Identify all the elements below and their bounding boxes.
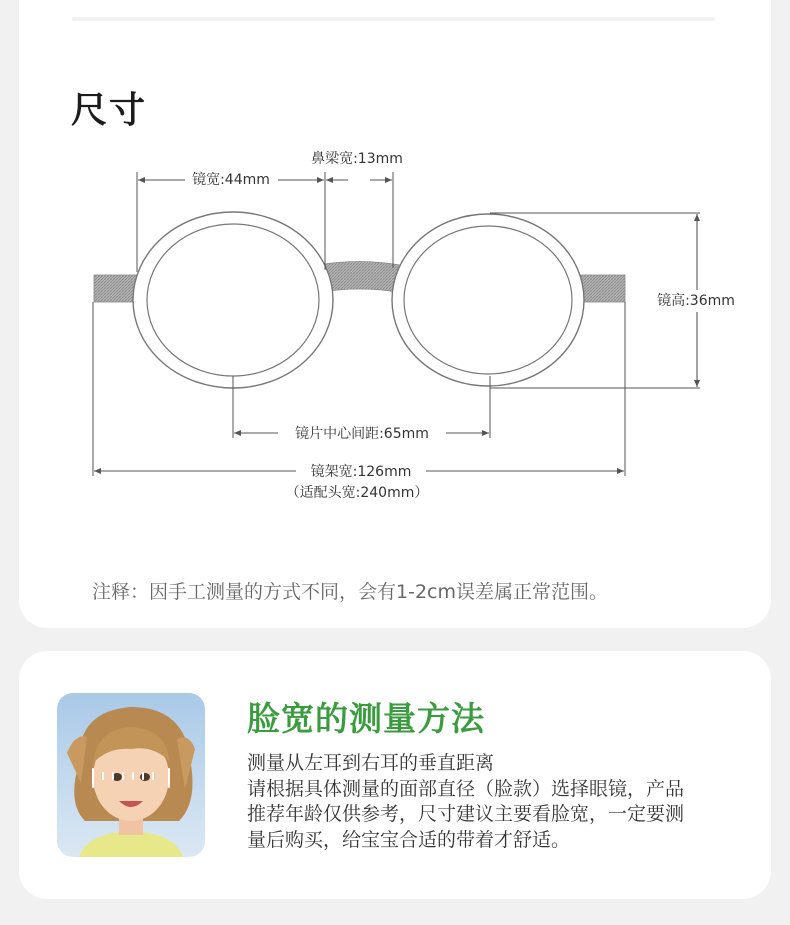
size-section-title: 尺寸 xyxy=(71,90,148,131)
head-fit-label: （适配头宽:240mm） xyxy=(285,485,429,501)
face-measure-card xyxy=(19,651,771,899)
description-line: 推荐年龄仅供参考，尺寸建议主要看脸宽，一定要测 xyxy=(247,803,685,825)
child-face-photo xyxy=(57,693,205,857)
measurement-note: 注释：因手工测量的方式不同，会有1-2cm误差属正常范围。 xyxy=(92,581,608,603)
lens-width-label: 镜宽:44mm xyxy=(192,172,270,188)
bridge-width-label: 鼻梁宽:13mm xyxy=(311,151,403,167)
left-lens xyxy=(147,224,319,376)
lens-center-distance-label: 镜片中心间距:65mm xyxy=(295,426,429,442)
lens-height-label: 镜高:36mm xyxy=(657,293,735,309)
description-line: 测量从左耳到右耳的垂直距离 xyxy=(247,752,495,774)
face-measure-description xyxy=(247,751,747,853)
right-temple-hinge xyxy=(580,275,625,302)
right-lens xyxy=(404,226,572,374)
face-measure-title: 脸宽的测量方法 xyxy=(247,699,485,738)
description-line: 请根据具体测量的面部直径（脸款）选择眼镜，产品 xyxy=(247,777,685,800)
description-line: 量后购买，给宝宝合适的带着才舒适。 xyxy=(247,828,571,851)
left-temple-hinge xyxy=(94,275,138,302)
frame-width-label: 镜架宽:126mm xyxy=(310,464,412,480)
